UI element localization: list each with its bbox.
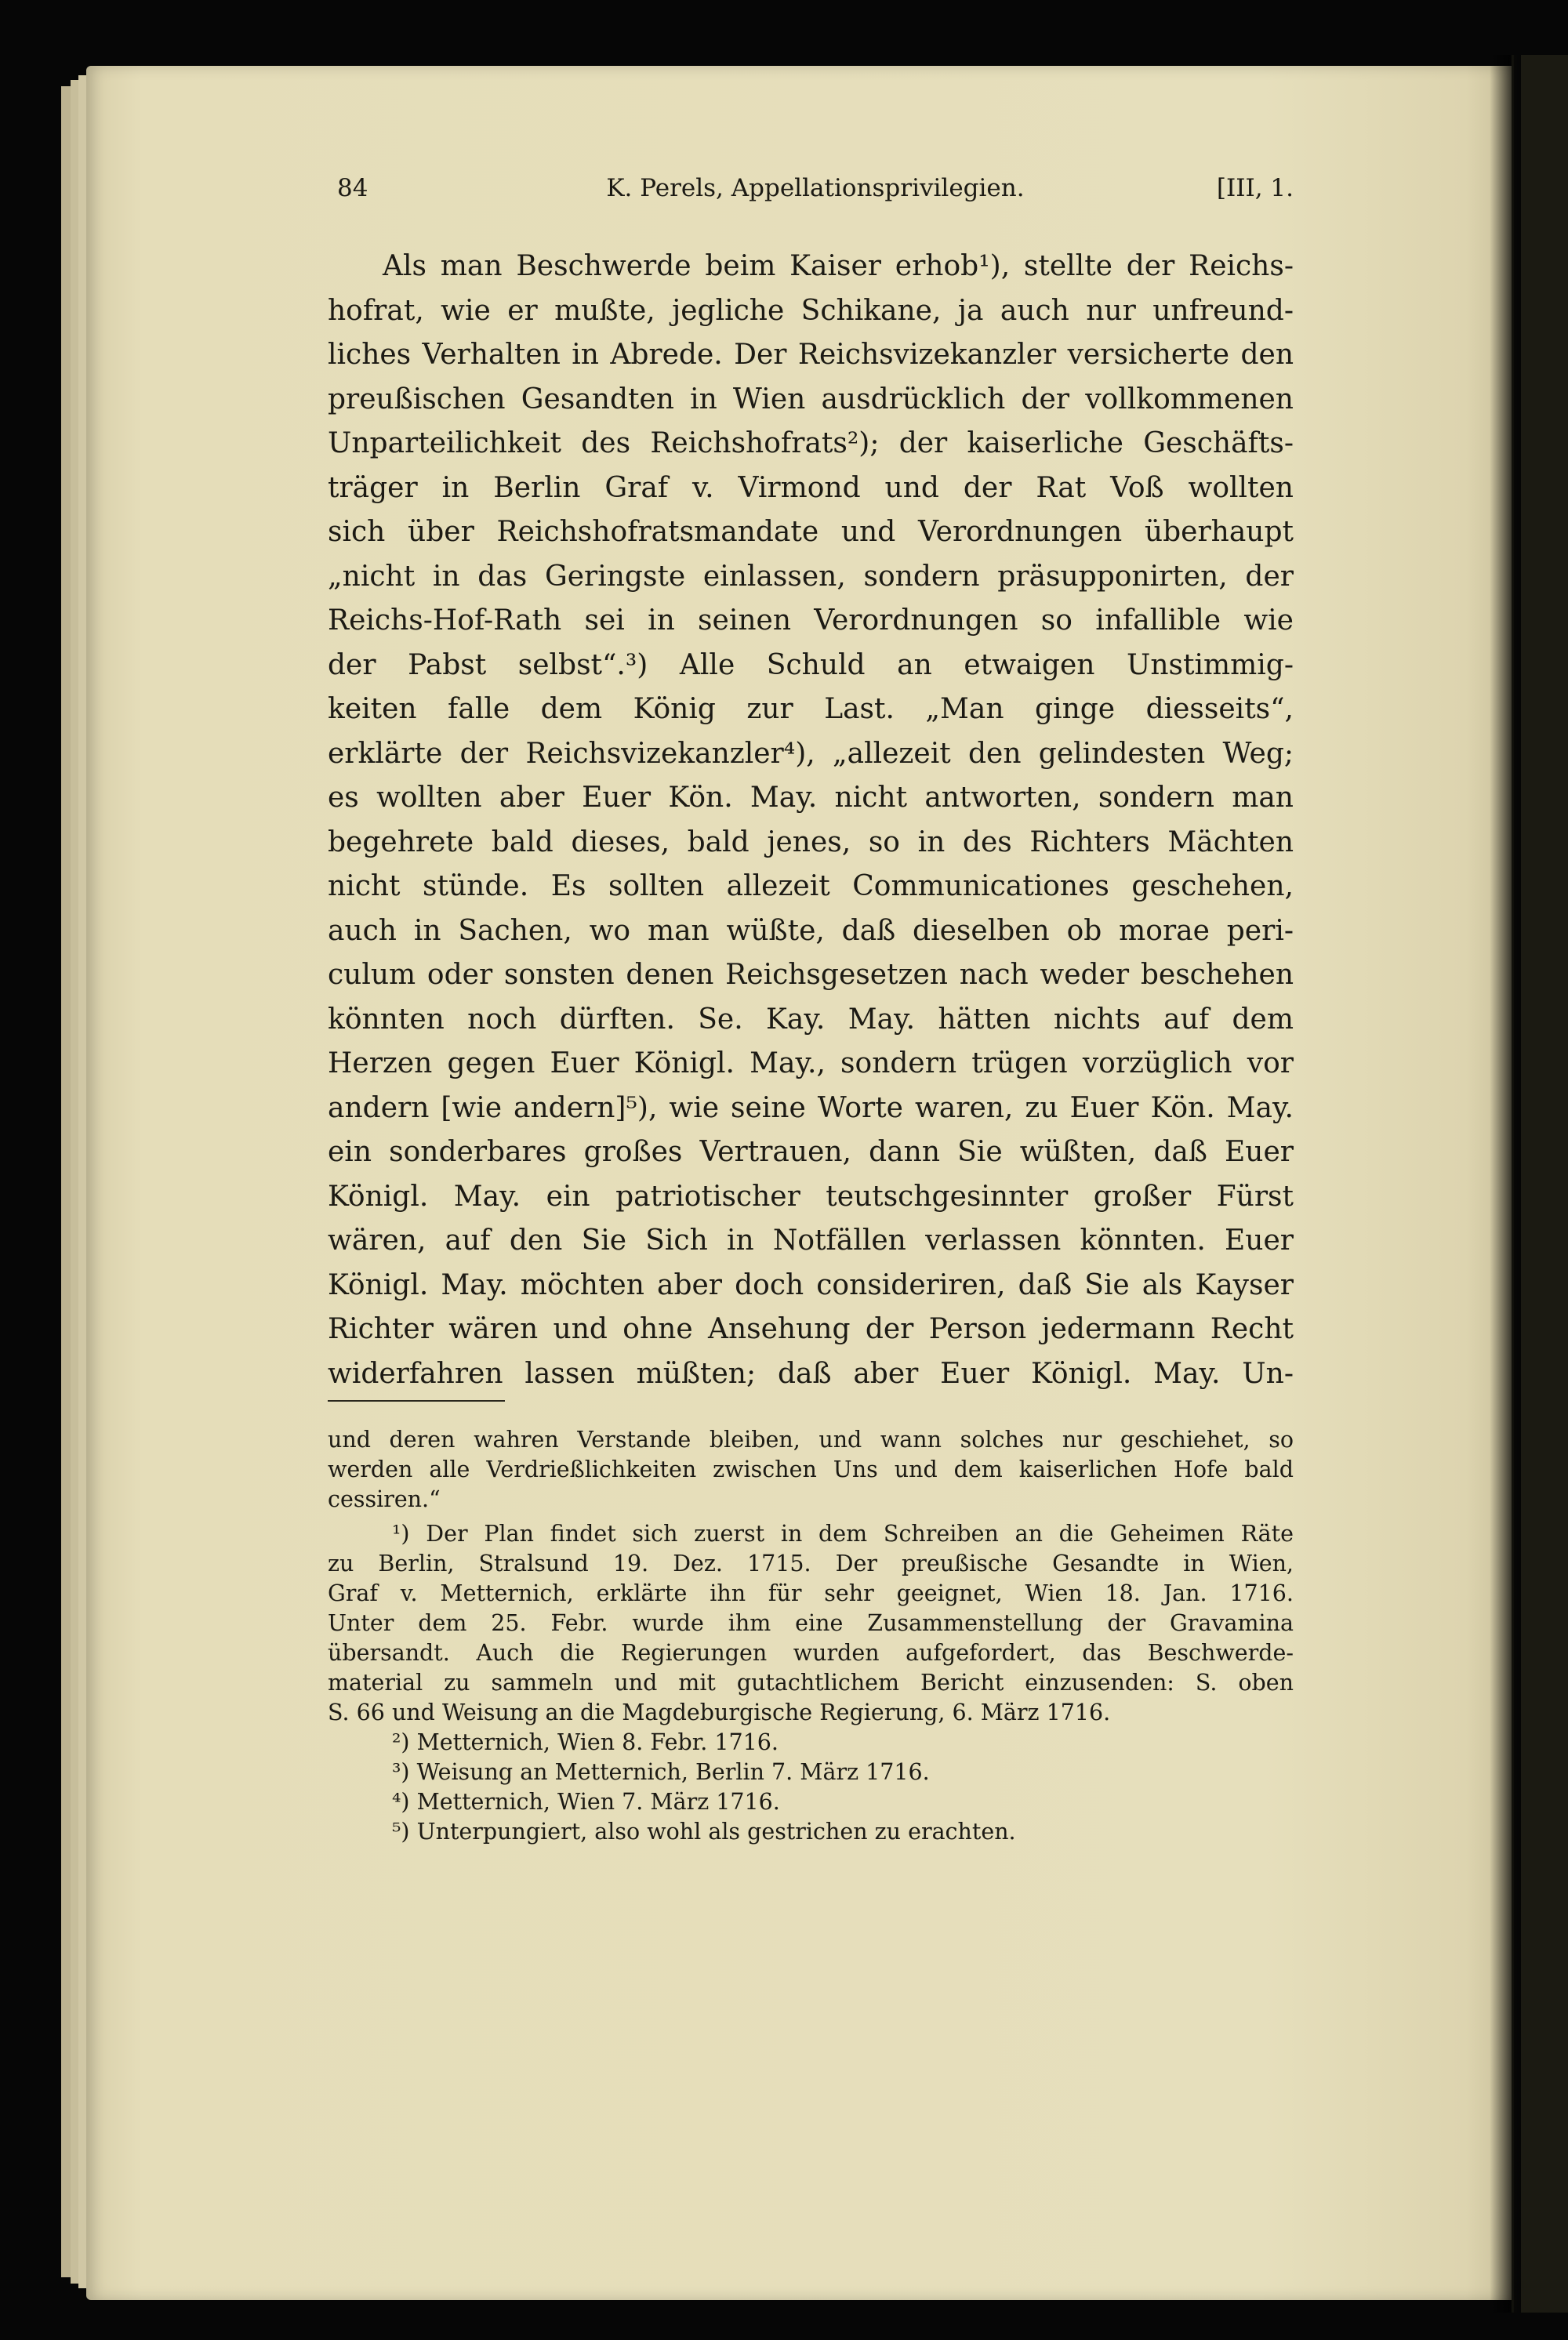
footnote-1-line: zu Berlin, Stralsund 19. Dez. 1715. Der preußische Gesandte in Wien, (328, 1551, 1294, 1576)
body-line: preußischen Gesandten in Wien ausdrücklich der vollkommenen (328, 383, 1294, 415)
body-line: sich über Reichshofratsmandate und Verordnungen überhaupt (328, 516, 1294, 548)
footnote-1-line: ¹) Der Plan findet sich zuerst in dem Schreiben an die Geheimen Räte (392, 1521, 1294, 1547)
running-header (337, 174, 1294, 213)
body-line: widerfahren lassen müßten; daß aber Euer Königl. May. Un- (328, 1357, 1294, 1390)
body-line: Richter wären und ohne Ansehung der Person jedermann Recht (328, 1313, 1294, 1345)
section-marker: [III, 1. (1216, 174, 1294, 202)
footnote-1-line: übersandt. Auch die Regierungen wurden aufgefordert, das Beschwerde- (328, 1640, 1294, 1666)
body-line: Königl. May. ein patriotischer teutschgesinnter großer Fürst (328, 1180, 1294, 1213)
footnote-2: ²) Metternich, Wien 8. Febr. 1716. (392, 1729, 779, 1755)
body-line: keiten falle dem König zur Last. „Man ginge diesseits“, (328, 693, 1294, 725)
footnote-line: cessiren.“ (328, 1486, 441, 1512)
footnote-1-line: Unter dem 25. Febr. wurde ihm eine Zusammenstellung der Gravamina (328, 1610, 1294, 1636)
body-line: Herzen gegen Euer Königl. May., sondern trügen vorzüglich vor (328, 1047, 1294, 1079)
body-line: es wollten aber Euer Kön. May. nicht antworten, sondern man (328, 782, 1294, 814)
footnote-rule (328, 1400, 505, 1402)
body-line: ein sonderbares großes Vertrauen, dann Sie wüßten, daß Euer (328, 1136, 1294, 1168)
footnotes (328, 1425, 1294, 1847)
body-line: Reichs-Hof-Rath sei in seinen Verordnungen so infallible wie (328, 604, 1294, 637)
body-line: liches Verhalten in Abrede. Der Reichsvizekanzler versicherte den (328, 339, 1294, 371)
footnote-4: ⁴) Metternich, Wien 7. März 1716. (392, 1789, 780, 1815)
footnote-line: werden alle Verdrießlichkeiten zwischen Uns und dem kaiserlichen Hofe bald (328, 1457, 1294, 1482)
body-line: könnten noch dürften. Se. Kay. May. hätten nichts auf dem (328, 1003, 1294, 1036)
page-number: 84 (337, 174, 368, 202)
body-line: „nicht in das Geringste einlassen, sondern präsupponirten, der (328, 560, 1294, 593)
gutter-shadow (1490, 55, 1521, 2313)
footnote-1-line: Graf v. Metternich, erklärte ihn für sehr geeignet, Wien 18. Jan. 1716. (328, 1580, 1294, 1606)
footnote-3: ³) Weisung an Metternich, Berlin 7. März 1716. (392, 1759, 930, 1785)
body-line: andern [wie andern]⁵), wie seine Worte waren, zu Euer Kön. May. (328, 1091, 1294, 1124)
body-line: Unparteilichkeit des Reichshofrats²); der kaiserliche Geschäfts- (328, 427, 1294, 459)
body-line: träger in Berlin Graf v. Virmond und der Rat Voß wollten (328, 471, 1294, 504)
body-line: hofrat, wie er mußte, jegliche Schikane, ja auch nur unfreund- (328, 294, 1294, 327)
body-line: erklärte der Reichsvizekanzler⁴), „allezeit den gelindesten Weg; (328, 737, 1294, 770)
footnote-1-line: S. 66 und Weisung an die Magdeburgische Regierung, 6. März 1716. (328, 1700, 1111, 1725)
body-line: wären, auf den Sie Sich in Notfällen verlassen könnten. Euer (328, 1224, 1294, 1257)
body-line: begehrete bald dieses, bald jenes, so in des Richters Mächten (328, 825, 1294, 858)
footnote-5: ⁵) Unterpungiert, also wohl als gestrichen zu erachten. (392, 1819, 1016, 1845)
footnote-1-line: material zu sammeln und mit gutachtlichem Bericht einzusenden: S. oben (328, 1670, 1294, 1696)
running-title: K. Perels, Appellationsprivilegien. (606, 174, 1025, 202)
body-line: auch in Sachen, wo man wüßte, daß dieselben ob morae peri- (328, 914, 1294, 947)
body-text (328, 245, 1294, 1396)
body-line: Als man Beschwerde beim Kaiser erhob¹), stellte der Reichs- (383, 250, 1294, 282)
body-line: Königl. May. möchten aber doch consideriren, daß Sie als Kayser (328, 1268, 1294, 1301)
body-line: nicht stünde. Es sollten allezeit Communicationes geschehen, (328, 870, 1294, 902)
footnote-line: und deren wahren Verstande bleiben, und wann solches nur geschiehet, so (328, 1427, 1294, 1453)
body-line: culum oder sonsten denen Reichsgesetzen nach weder beschehen (328, 959, 1294, 991)
body-line: der Pabst selbst“.³) Alle Schuld an etwaigen Unstimmig- (328, 648, 1294, 681)
